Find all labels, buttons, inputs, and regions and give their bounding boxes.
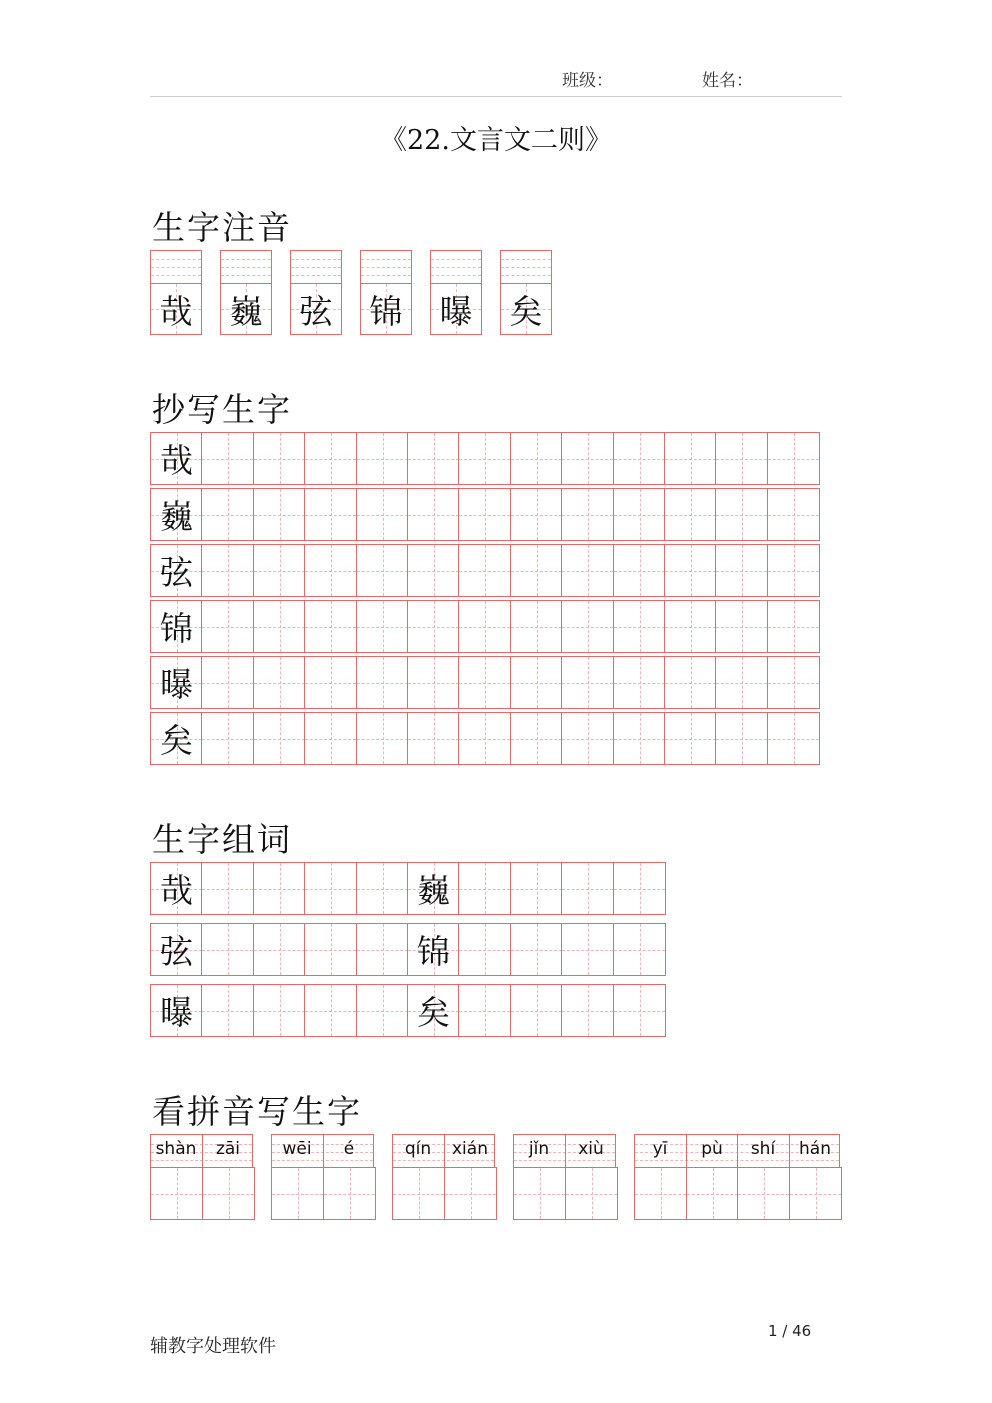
answer-cell[interactable] [686, 1167, 739, 1220]
pinyin-syllable: jǐn [528, 1139, 550, 1159]
practice-cell[interactable] [201, 862, 254, 915]
pinyin-syllable: xiù [578, 1139, 604, 1159]
model-character-cell[interactable] [150, 488, 203, 541]
practice-cell[interactable] [561, 862, 614, 915]
section-title-pinyin: 看拼音写生字 [152, 1092, 362, 1131]
pinyin-syllable: é [343, 1139, 355, 1159]
pinyin-syllable: shàn [155, 1139, 197, 1159]
model-character-cell[interactable] [407, 984, 460, 1037]
practice-cell[interactable] [304, 488, 357, 541]
pinyin-syllable: yī [652, 1139, 668, 1159]
answer-cell[interactable] [565, 1167, 618, 1220]
practice-cell[interactable] [510, 432, 563, 485]
section-title-annotate: 生字注音 [152, 208, 292, 247]
practice-cell[interactable] [767, 600, 820, 653]
character: 锦 [369, 291, 403, 331]
practice-cell[interactable] [664, 600, 717, 653]
practice-cell[interactable] [664, 656, 717, 709]
model-character-cell[interactable] [150, 600, 203, 653]
practice-cell[interactable] [253, 432, 306, 485]
practice-cell[interactable] [561, 984, 614, 1037]
practice-cell[interactable] [458, 488, 511, 541]
character: 曝 [439, 291, 473, 331]
practice-cell[interactable] [201, 432, 254, 485]
practice-cell[interactable] [407, 656, 460, 709]
practice-cell[interactable] [356, 544, 409, 597]
practice-cell[interactable] [767, 432, 820, 485]
practice-cell[interactable] [356, 432, 409, 485]
practice-cell[interactable] [253, 712, 306, 765]
section-title-words: 生字组词 [152, 820, 292, 859]
practice-cell[interactable] [253, 544, 306, 597]
practice-cell[interactable] [510, 600, 563, 653]
practice-cell[interactable] [561, 600, 614, 653]
character: 巍 [229, 291, 263, 331]
practice-cell[interactable] [715, 488, 768, 541]
answer-cell[interactable] [271, 1167, 324, 1220]
practice-cell[interactable] [715, 544, 768, 597]
character-box[interactable] [360, 283, 412, 335]
practice-cell[interactable] [561, 656, 614, 709]
practice-cell[interactable] [253, 862, 306, 915]
model-character-cell[interactable] [407, 923, 460, 976]
pinyin-syllable: qín [404, 1139, 432, 1159]
practice-cell[interactable] [715, 600, 768, 653]
practice-cell[interactable] [458, 923, 511, 976]
section-title-copy: 抄写生字 [152, 390, 292, 429]
practice-cell[interactable] [664, 544, 717, 597]
practice-cell[interactable] [304, 984, 357, 1037]
practice-cell[interactable] [613, 984, 666, 1037]
practice-cell[interactable] [561, 432, 614, 485]
practice-cell[interactable] [356, 656, 409, 709]
practice-cell[interactable] [201, 488, 254, 541]
practice-cell[interactable] [510, 656, 563, 709]
practice-cell[interactable] [407, 544, 460, 597]
practice-cell[interactable] [715, 432, 768, 485]
practice-cell[interactable] [767, 544, 820, 597]
character: 哉 [160, 441, 193, 480]
document-title: 《22.文言文二则》 [380, 125, 612, 156]
model-character-cell[interactable] [150, 432, 203, 485]
header-divider [150, 96, 842, 97]
answer-cell[interactable] [202, 1167, 255, 1220]
model-character-cell[interactable] [150, 984, 203, 1037]
practice-cell[interactable] [253, 656, 306, 709]
practice-cell[interactable] [407, 600, 460, 653]
practice-cell[interactable] [201, 923, 254, 976]
character: 哉 [160, 871, 193, 910]
answer-cell[interactable] [737, 1167, 790, 1220]
practice-cell[interactable] [510, 862, 563, 915]
practice-cell[interactable] [458, 656, 511, 709]
model-character-cell[interactable] [150, 923, 203, 976]
pinyin-syllable: xián [452, 1139, 488, 1159]
practice-cell[interactable] [613, 923, 666, 976]
answer-cell[interactable] [444, 1167, 497, 1220]
practice-cell[interactable] [253, 923, 306, 976]
practice-cell[interactable] [407, 712, 460, 765]
practice-cell[interactable] [407, 432, 460, 485]
character: 曝 [160, 993, 193, 1032]
practice-cell[interactable] [304, 712, 357, 765]
character: 矣 [417, 993, 450, 1032]
character-box[interactable] [290, 283, 342, 335]
practice-cell[interactable] [458, 600, 511, 653]
practice-cell[interactable] [304, 432, 357, 485]
practice-cell[interactable] [201, 984, 254, 1037]
character: 弦 [160, 932, 193, 971]
answer-cell[interactable] [150, 1167, 203, 1220]
answer-cell[interactable] [392, 1167, 445, 1220]
answer-cell[interactable] [789, 1167, 842, 1220]
character: 矣 [509, 291, 543, 331]
practice-cell[interactable] [664, 712, 717, 765]
answer-cell[interactable] [634, 1167, 687, 1220]
practice-cell[interactable] [253, 984, 306, 1037]
practice-cell[interactable] [407, 488, 460, 541]
practice-cell[interactable] [613, 656, 666, 709]
practice-cell[interactable] [201, 656, 254, 709]
practice-cell[interactable] [561, 923, 614, 976]
practice-cell[interactable] [613, 544, 666, 597]
practice-cell[interactable] [356, 923, 409, 976]
character: 曝 [160, 665, 193, 704]
page-number: 1 / 46 [768, 1322, 812, 1340]
practice-cell[interactable] [458, 862, 511, 915]
practice-cell[interactable] [664, 488, 717, 541]
answer-cell[interactable] [323, 1167, 376, 1220]
character: 锦 [160, 609, 193, 648]
character-box[interactable] [430, 283, 482, 335]
character: 哉 [159, 291, 193, 331]
character: 弦 [299, 291, 333, 331]
character-box[interactable] [150, 283, 202, 335]
practice-cell[interactable] [613, 712, 666, 765]
practice-cell[interactable] [458, 712, 511, 765]
practice-cell[interactable] [561, 488, 614, 541]
model-character-cell[interactable] [150, 712, 203, 765]
pinyin-box[interactable] [360, 250, 412, 283]
practice-cell[interactable] [510, 712, 563, 765]
practice-cell[interactable] [613, 488, 666, 541]
pinyin-syllable: hán [799, 1139, 831, 1159]
practice-cell[interactable] [201, 544, 254, 597]
character-box[interactable] [500, 283, 552, 335]
model-character-cell[interactable] [150, 656, 203, 709]
practice-cell[interactable] [767, 488, 820, 541]
practice-cell[interactable] [458, 984, 511, 1037]
practice-cell[interactable] [304, 544, 357, 597]
practice-cell[interactable] [510, 923, 563, 976]
pinyin-syllable: pù [701, 1139, 723, 1159]
practice-cell[interactable] [613, 600, 666, 653]
practice-cell[interactable] [356, 984, 409, 1037]
pinyin-syllable: shí [750, 1139, 776, 1159]
model-character-cell[interactable] [150, 544, 203, 597]
character: 弦 [160, 553, 193, 592]
practice-cell[interactable] [510, 488, 563, 541]
practice-cell[interactable] [356, 712, 409, 765]
practice-cell[interactable] [561, 712, 614, 765]
practice-cell[interactable] [561, 544, 614, 597]
practice-cell[interactable] [201, 600, 254, 653]
practice-cell[interactable] [510, 544, 563, 597]
practice-cell[interactable] [304, 656, 357, 709]
pinyin-box[interactable] [290, 250, 342, 283]
character: 巍 [417, 871, 450, 910]
practice-cell[interactable] [767, 656, 820, 709]
practice-cell[interactable] [253, 600, 306, 653]
practice-cell[interactable] [304, 600, 357, 653]
model-character-cell[interactable] [407, 862, 460, 915]
answer-cell[interactable] [513, 1167, 566, 1220]
name-label: 姓名： [702, 71, 753, 91]
character-box[interactable] [220, 283, 272, 335]
pinyin-box[interactable] [430, 250, 482, 283]
practice-cell[interactable] [356, 600, 409, 653]
practice-cell[interactable] [253, 488, 306, 541]
practice-cell[interactable] [304, 923, 357, 976]
practice-cell[interactable] [201, 712, 254, 765]
character: 巍 [160, 497, 193, 536]
practice-cell[interactable] [715, 656, 768, 709]
practice-cell[interactable] [715, 712, 768, 765]
practice-cell[interactable] [613, 432, 666, 485]
practice-cell[interactable] [664, 432, 717, 485]
practice-cell[interactable] [304, 862, 357, 915]
character: 锦 [417, 932, 450, 971]
footer-software: 辅教字处理软件 [150, 1336, 276, 1357]
pinyin-box[interactable] [220, 250, 272, 283]
class-label: 班级： [562, 71, 613, 91]
practice-cell[interactable] [458, 544, 511, 597]
model-character-cell[interactable] [150, 862, 203, 915]
pinyin-syllable: zāi [215, 1139, 241, 1159]
practice-cell[interactable] [356, 488, 409, 541]
pinyin-syllable: wēi [282, 1139, 312, 1159]
practice-cell[interactable] [613, 862, 666, 915]
practice-cell[interactable] [510, 984, 563, 1037]
practice-cell[interactable] [767, 712, 820, 765]
practice-cell[interactable] [356, 862, 409, 915]
practice-cell[interactable] [458, 432, 511, 485]
character: 矣 [160, 721, 193, 760]
pinyin-box[interactable] [150, 250, 202, 283]
pinyin-box[interactable] [500, 250, 552, 283]
